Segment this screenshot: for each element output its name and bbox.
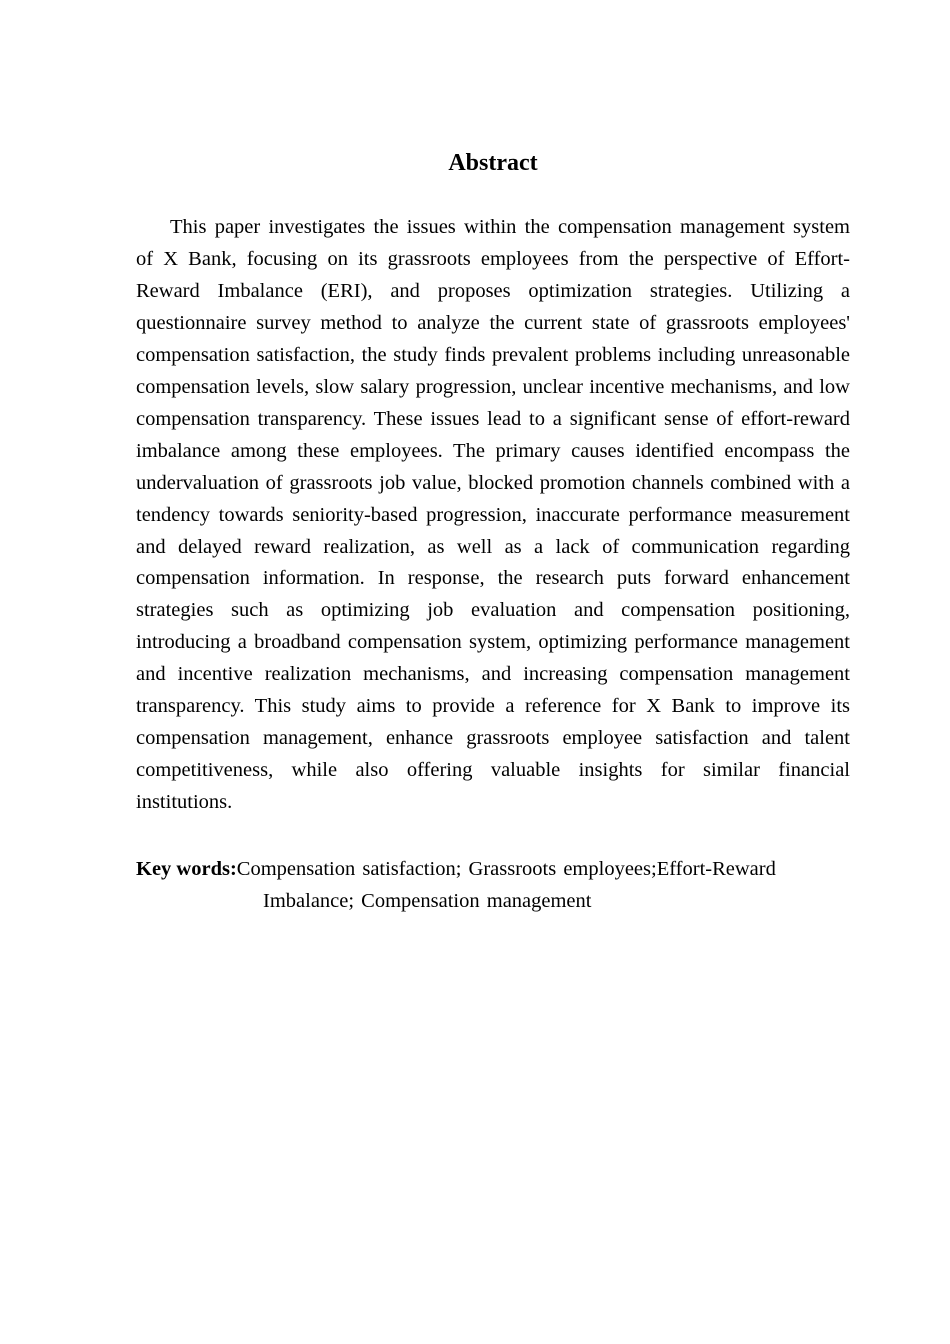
- abstract-body: This paper investigates the issues within the compensation management system of X Bank, focusing on its grassroots employees from the perspective of Effort-Reward Imbalance (ERI), and proposes optimization strategies. Utilizing a questionnaire survey method to analyze the current state of grassroots employees' compensation satisfaction, the study finds prevalent problems including unreasonable compensation levels, slow salary progression, unclear incentive mechanisms, and low compensation transparency. These issues lead to a significant sense of effort-reward imbalance among these employees. The primary causes identified encompass the undervaluation of grassroots job value, blocked promotion channels combined with a tendency towards seniority-based progression, inaccurate performance measurement and delayed reward realization, as well as a lack of communication regarding compensation information. In response, the research puts forward enhancement strategies such as optimizing job evaluation and compensation positioning, introducing a broadband compensation system, optimizing performance management and incentive realization mechanisms, and increasing compensation management transparency. This study aims to provide a reference for X Bank to improve its compensation management, enhance grassroots employee satisfaction and talent competitiveness, while also offering valuable insights for similar financial institutions.: [136, 216, 850, 814]
- abstract-title: Abstract: [448, 150, 538, 176]
- abstract-page: [136, 146, 850, 917]
- keywords-label: Key words:: [136, 858, 237, 881]
- keywords-section: [136, 853, 850, 917]
- keywords-text: Compensation satisfaction; Grassroots employees;Effort-Reward Imbalance; Compensation management: [236, 858, 776, 913]
